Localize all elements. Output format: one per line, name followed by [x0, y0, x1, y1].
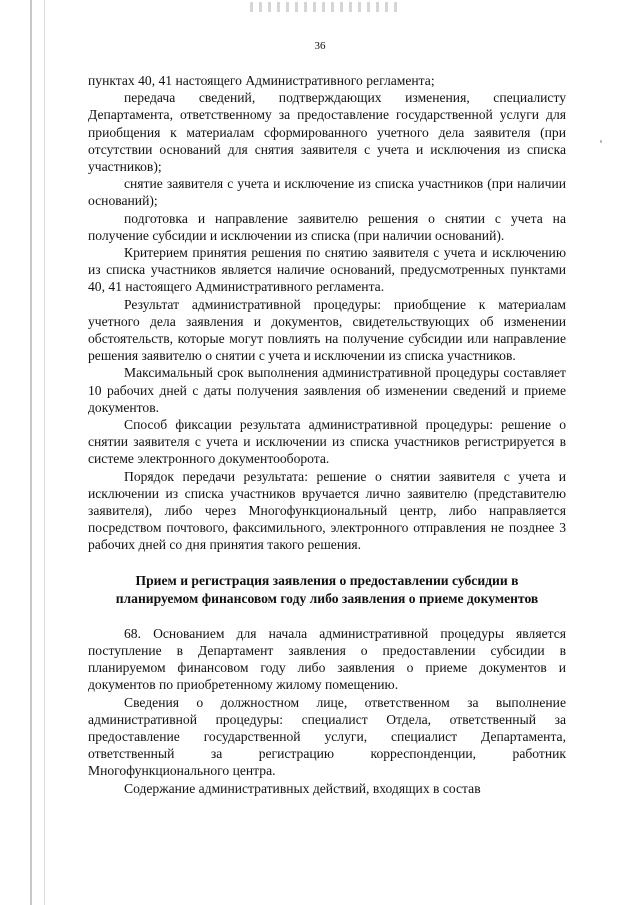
scan-edge-line [44, 0, 45, 905]
paragraph: Максимальный срок выполнения административной процедуры составляет 10 рабочих дней с даты получения заявления об изменении сведений и приеме документов. [88, 365, 566, 415]
paragraph: Содержание административных действий, входящих в состав [124, 780, 481, 796]
section-heading-line: планируемом финансовом году либо заявления о приеме документов [115, 590, 539, 606]
paragraph: снятие заявителя с учета и исключение из списка участников (при наличии оснований); [88, 176, 566, 209]
scan-artifact [250, 2, 400, 12]
document-body [88, 72, 566, 797]
paragraph: пунктах 40, 41 настоящего Административного регламента; [88, 73, 435, 88]
paragraph: передача сведений, подтверждающих изменения, специалисту Департамента, ответственному за предоставление государственной услуги для приобщения к материалам сформированного учетного дела заявителя (при отсутствии оснований для снятия заявителя с учета и исключения из списка участников); [88, 90, 566, 175]
section-heading [88, 572, 566, 608]
page-number: 36 [314, 40, 326, 52]
scan-artifact [600, 140, 602, 143]
paragraph: Способ фиксации результата административной процедуры: решение о снятии заявителя с учета и исключении из списка участников регистрируется в системе электронного документооборота. [88, 417, 566, 467]
paragraph: Сведения о должностном лице, ответственном за выполнение административной процедуры: специалист Отдела, ответственный за предоставление государственной услуги, специалист Департамента, ответственный за регистрацию корреспонденции, работник Многофункционального центра. [88, 694, 566, 779]
paragraph: Порядок передачи результата: решение о снятии заявителя с учета и исключении из списка участников вручается лично заявителю (представителю заявителя), либо через Многофункциональный центр, либо направляется посредством почтового, факсимильного, электронного отправления не позднее 3 рабочих дней со дня принятия такого решения. [88, 468, 566, 553]
section-heading-line: Прием и регистрация заявления о предоставлении субсидии в [135, 572, 519, 588]
paragraph: 68. Основанием для начала административной процедуры является поступление в Департамент заявления о предоставлении субсидии в планируемом финансовом году либо заявления о приеме документов и документов по приобретенному жилому помещению. [88, 625, 566, 693]
scan-edge-line [30, 0, 32, 905]
paragraph: Результат административной процедуры: приобщение к материалам учетного дела заявления и документов, свидетельствующих об изменении обстоятельств, которые могут повлиять на получение субсидии или направление решения заявителю о снятии с учета и исключении из списка участников. [88, 296, 566, 364]
paragraph: подготовка и направление заявителю решения о снятии с учета на получение субсидии и исключении из списка (при наличии оснований). [88, 210, 566, 243]
paragraph: Критерием принятия решения по снятию заявителя с учета и исключению из списка участников является наличие оснований, предусмотренных пунктами 40, 41 настоящего Административного регламента. [88, 245, 566, 295]
